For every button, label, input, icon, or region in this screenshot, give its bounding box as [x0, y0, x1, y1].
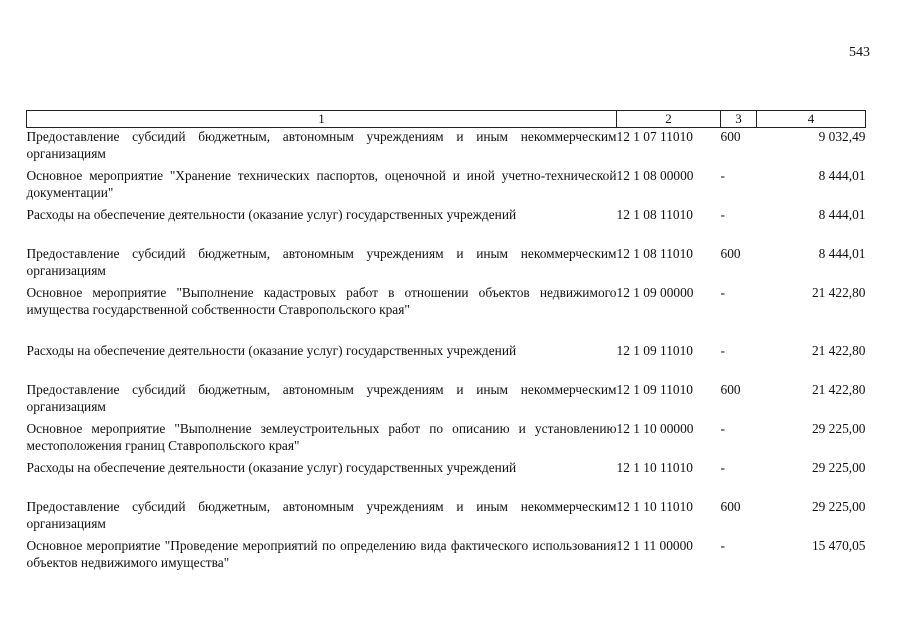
row-description: Предоставление субсидий бюджетным, автономным учреждениям и иным некоммерческим организациям [26, 246, 617, 278]
table-row [27, 342, 866, 381]
row-amount: 15 470,05 [811, 538, 866, 553]
row-amount: 29 225,00 [811, 460, 866, 475]
row-expense-type: - [720, 343, 725, 358]
row-amount: 21 422,80 [811, 343, 866, 358]
row-code: 12 1 10 00000 [616, 421, 694, 436]
column-header-3: 3 [721, 111, 757, 128]
row-expense-type: 600 [720, 246, 741, 261]
table-row [27, 459, 866, 498]
row-expense-type: - [720, 421, 725, 436]
row-description: Основное мероприятие "Выполнение землеустроительных работ по описанию и установлению местоположения границ Ставропольского края" [26, 421, 617, 453]
column-header-2: 2 [617, 111, 721, 128]
column-header-4: 4 [757, 111, 866, 128]
row-amount: 8 444,01 [818, 246, 866, 261]
table-row [27, 245, 866, 284]
row-expense-type: 600 [720, 129, 741, 144]
table-row [27, 381, 866, 420]
table-row [27, 167, 866, 206]
table-row [27, 206, 866, 245]
row-description: Расходы на обеспечение деятельности (оказание услуг) государственных учреждений [26, 460, 517, 475]
row-code: 12 1 09 00000 [616, 285, 694, 300]
table-row [27, 128, 866, 168]
table-row [27, 420, 866, 459]
row-description: Предоставление субсидий бюджетным, автономным учреждениям и иным некоммерческим организациям [26, 382, 617, 414]
table-header-row [27, 111, 866, 128]
row-expense-type: - [720, 285, 725, 300]
row-amount: 8 444,01 [818, 207, 866, 222]
row-expense-type: - [720, 538, 725, 553]
row-amount: 29 225,00 [811, 421, 866, 436]
row-code: 12 1 11 00000 [616, 538, 693, 553]
table-row [27, 284, 866, 342]
row-code: 12 1 08 11010 [616, 246, 693, 261]
row-code: 12 1 07 11010 [616, 129, 693, 144]
row-description: Основное мероприятие "Хранение технических паспортов, оценочной и иной учетно-технической документации" [26, 168, 617, 200]
row-description: Предоставление субсидий бюджетным, автономным учреждениям и иным некоммерческим организациям [26, 499, 617, 531]
row-description: Основное мероприятие "Проведение мероприятий по определению вида фактического использования объектов недвижимого имущества" [26, 538, 617, 570]
row-expense-type: - [720, 460, 725, 475]
table-row [27, 498, 866, 537]
row-code: 12 1 08 11010 [616, 207, 693, 222]
row-code: 12 1 09 11010 [616, 382, 693, 397]
row-amount: 21 422,80 [811, 285, 866, 300]
row-code: 12 1 10 11010 [616, 499, 693, 514]
budget-table [26, 110, 866, 576]
row-description: Расходы на обеспечение деятельности (оказание услуг) государственных учреждений [26, 343, 517, 358]
row-code: 12 1 08 00000 [616, 168, 694, 183]
row-description: Расходы на обеспечение деятельности (оказание услуг) государственных учреждений [26, 207, 517, 222]
row-expense-type: 600 [720, 382, 741, 397]
table-row [27, 537, 866, 576]
row-description: Предоставление субсидий бюджетным, автономным учреждениям и иным некоммерческим организациям [26, 129, 617, 161]
row-expense-type: - [720, 168, 725, 183]
row-description: Основное мероприятие "Выполнение кадастровых работ в отношении объектов недвижимого имущества государственной собственности Ставропольского края" [26, 285, 617, 317]
row-expense-type: - [720, 207, 725, 222]
row-amount: 21 422,80 [811, 382, 866, 397]
row-amount: 9 032,49 [818, 129, 866, 144]
row-amount: 8 444,01 [818, 168, 866, 183]
row-code: 12 1 09 11010 [616, 343, 693, 358]
column-header-1: 1 [27, 111, 617, 128]
row-amount: 29 225,00 [811, 499, 866, 514]
row-code: 12 1 10 11010 [616, 460, 693, 475]
row-expense-type: 600 [720, 499, 741, 514]
page-number: 543 [849, 45, 870, 60]
